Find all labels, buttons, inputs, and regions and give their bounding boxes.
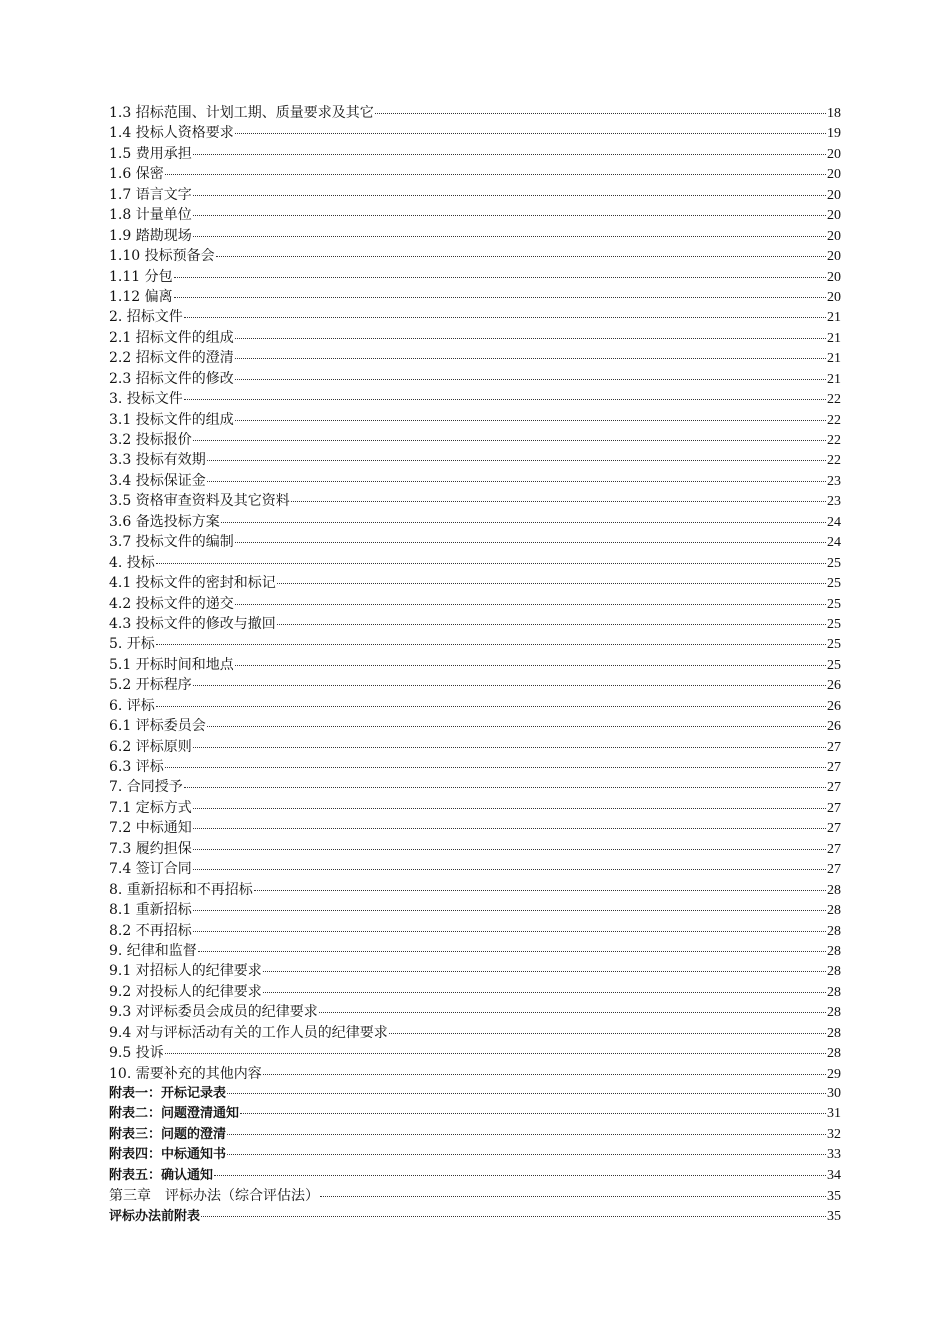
toc-entry-title: 3.4 投标保证金 (109, 472, 206, 489)
toc-entry-page: 30 (827, 1086, 841, 1101)
toc-entry[interactable] (109, 1104, 841, 1124)
toc-entry-title: 附表五：确认通知 (109, 1167, 214, 1183)
toc-entry-title: 9.2 对投标人的纪律要求 (109, 983, 262, 1000)
toc-entry[interactable] (109, 1064, 841, 1084)
toc-entry[interactable] (109, 798, 841, 818)
toc-entry-title: 6. 评标 (109, 697, 155, 714)
toc-dot-leader (235, 379, 826, 380)
toc-entry[interactable] (109, 205, 841, 225)
toc-dot-leader (165, 767, 826, 768)
toc-dot-leader (235, 542, 826, 543)
toc-entry[interactable] (109, 1207, 841, 1227)
toc-dot-leader (174, 297, 826, 298)
toc-entry[interactable] (109, 532, 841, 552)
toc-entry[interactable] (109, 226, 841, 246)
toc-entry-page: 18 (827, 106, 841, 121)
toc-dot-leader (319, 1012, 826, 1013)
toc-entry-page: 23 (827, 473, 841, 489)
toc-entry-title: 1.4 投标人资格要求 (109, 125, 234, 142)
toc-entry[interactable] (109, 614, 841, 634)
toc-entry-title: 8.1 重新招标 (109, 902, 192, 919)
toc-dot-leader (263, 1074, 826, 1075)
toc-entry-title: 9.3 对评标委员会成员的纪律要求 (109, 1004, 318, 1021)
toc-entry-page: 35 (827, 1208, 841, 1224)
toc-dot-leader (156, 644, 826, 645)
toc-entry[interactable] (109, 655, 841, 675)
toc-dot-leader (165, 174, 826, 175)
toc-entry-page: 20 (827, 146, 841, 162)
toc-entry-title: 3.6 备选投标方案 (109, 513, 220, 530)
toc-entry-page: 27 (827, 739, 841, 755)
toc-entry-page: 27 (827, 760, 841, 775)
toc-entry-title: 1.9 踏勘现场 (109, 227, 192, 244)
toc-entry[interactable] (109, 144, 841, 164)
toc-entry-page: 28 (827, 1005, 841, 1021)
toc-entry[interactable] (109, 1084, 841, 1104)
toc-entry[interactable] (109, 859, 841, 879)
toc-entry-title: 3.3 投标有效期 (109, 452, 206, 469)
toc-entry[interactable] (109, 164, 841, 184)
toc-dot-leader (227, 1093, 826, 1094)
toc-dot-leader (193, 685, 826, 686)
toc-dot-leader (156, 563, 826, 564)
toc-entry-title: 9.5 投诉 (109, 1045, 164, 1062)
toc-entry-title: 3.2 投标报价 (109, 432, 192, 448)
toc-entry-page: 20 (827, 289, 841, 305)
toc-entry[interactable] (109, 185, 841, 205)
toc-entry[interactable] (109, 410, 841, 430)
toc-entry[interactable] (109, 389, 841, 409)
toc-entry-title: 1.11 分包 (109, 268, 173, 285)
toc-entry-page: 22 (827, 412, 841, 428)
toc-entry[interactable] (109, 1125, 841, 1145)
toc-dot-leader (193, 215, 826, 216)
toc-entry-title: 7.3 履约担保 (109, 840, 192, 857)
toc-entry[interactable] (109, 123, 841, 143)
toc-dot-leader (263, 992, 826, 993)
toc-entry-page: 25 (827, 657, 841, 673)
toc-dot-leader (235, 358, 826, 359)
toc-entry-title: 1.3 招标范围、计划工期、质量要求及其它 (109, 105, 374, 121)
toc-entry-title: 2.3 招标文件的修改 (109, 370, 234, 387)
toc-entry[interactable] (109, 594, 841, 614)
toc-entry-page: 20 (827, 269, 841, 285)
toc-entry[interactable] (109, 982, 841, 1002)
toc-entry-page: 26 (827, 698, 841, 714)
toc-dot-leader (207, 726, 826, 727)
toc-entry[interactable] (109, 818, 841, 838)
toc-entry-title: 1.7 语言文字 (109, 186, 192, 203)
toc-entry-title: 5. 开标 (109, 636, 155, 653)
toc-entry[interactable] (109, 491, 841, 511)
toc-dot-leader (235, 665, 826, 666)
toc-dot-leader (193, 236, 826, 237)
toc-entry[interactable] (109, 246, 841, 266)
toc-entry-title: 1.5 费用承担 (109, 145, 192, 162)
toc-dot-leader (277, 583, 826, 584)
toc-entry-page: 19 (827, 126, 841, 142)
toc-entry-page: 21 (827, 310, 841, 326)
toc-entry-page: 20 (827, 208, 841, 224)
toc-entry[interactable] (109, 675, 841, 695)
toc-entry[interactable] (109, 757, 841, 777)
toc-entry-title: 7.4 签订合同 (109, 861, 192, 878)
toc-dot-leader (156, 706, 826, 707)
toc-entry[interactable] (109, 634, 841, 654)
toc-entry-title: 附表三：问题的澄清 (109, 1126, 227, 1142)
toc-entry-page: 21 (827, 330, 841, 346)
toc-entry-page: 28 (827, 1025, 841, 1041)
toc-entry-page: 27 (827, 800, 841, 816)
table-of-contents (109, 103, 841, 1227)
toc-dot-leader (165, 1053, 826, 1054)
toc-entry-page: 20 (827, 249, 841, 265)
toc-entry[interactable] (109, 369, 841, 389)
toc-entry-page: 28 (827, 943, 841, 959)
toc-dot-leader (235, 338, 826, 339)
toc-entry[interactable] (109, 512, 841, 532)
toc-entry-page: 28 (827, 964, 841, 980)
toc-entry-title: 4.3 投标文件的修改与撤回 (109, 615, 276, 632)
toc-entry-title: 附表二：问题澄清通知 (109, 1106, 240, 1122)
toc-entry-title: 3. 投标文件 (109, 391, 183, 408)
toc-entry-page: 25 (827, 555, 841, 571)
toc-dot-leader (184, 787, 826, 788)
toc-entry-page: 34 (827, 1167, 841, 1183)
toc-entry-title: 3.1 投标文件的组成 (109, 411, 234, 428)
toc-entry[interactable] (109, 777, 841, 797)
toc-entry-title: 3.7 投标文件的编制 (109, 534, 234, 551)
toc-entry-page: 22 (827, 433, 841, 448)
toc-dot-leader (254, 890, 826, 891)
toc-entry-title: 2. 招标文件 (109, 309, 183, 326)
toc-entry-page: 31 (827, 1106, 841, 1122)
toc-entry-page: 22 (827, 392, 841, 408)
toc-entry-title: 4.2 投标文件的递交 (109, 595, 234, 612)
toc-entry-title: 2.2 招标文件的澄清 (109, 350, 234, 367)
toc-dot-leader (227, 1154, 826, 1155)
toc-dot-leader (216, 256, 826, 257)
toc-entry[interactable] (109, 430, 841, 450)
toc-dot-leader (320, 1196, 826, 1197)
toc-dot-leader (235, 604, 826, 605)
toc-dot-leader (193, 195, 826, 196)
toc-entry-title: 7. 合同授予 (109, 779, 183, 796)
toc-entry[interactable] (109, 1166, 841, 1186)
toc-dot-leader (193, 440, 826, 441)
toc-entry-title: 10. 需要补充的其他内容 (109, 1065, 262, 1082)
toc-entry[interactable] (109, 737, 841, 757)
toc-dot-leader (193, 910, 826, 911)
toc-dot-leader (214, 1175, 826, 1176)
toc-entry-title: 附表一：开标记录表 (109, 1086, 227, 1101)
toc-dot-leader (193, 154, 826, 155)
toc-entry-page: 27 (827, 780, 841, 796)
toc-entry-title: 8. 重新招标和不再招标 (109, 881, 253, 898)
toc-dot-leader (193, 747, 826, 748)
toc-dot-leader (263, 971, 826, 972)
toc-dot-leader (221, 522, 826, 523)
toc-entry-title: 1.6 保密 (109, 166, 164, 183)
toc-entry-title: 8.2 不再招标 (109, 922, 192, 939)
toc-entry-page: 33 (827, 1147, 841, 1163)
toc-entry-title: 1.10 投标预备会 (109, 248, 215, 265)
toc-entry[interactable] (109, 696, 841, 716)
toc-dot-leader (193, 808, 826, 809)
toc-entry-title: 4.1 投标文件的密封和标记 (109, 575, 276, 592)
toc-dot-leader (207, 481, 826, 482)
toc-dot-leader (375, 113, 826, 114)
toc-entry[interactable] (109, 348, 841, 368)
toc-entry[interactable] (109, 839, 841, 859)
toc-dot-leader (198, 951, 826, 952)
toc-dot-leader (174, 277, 826, 278)
toc-dot-leader (184, 399, 826, 400)
toc-entry[interactable] (109, 1043, 841, 1063)
toc-entry[interactable] (109, 328, 841, 348)
toc-dot-leader (193, 828, 826, 829)
toc-entry[interactable] (109, 573, 841, 593)
toc-dot-leader (193, 849, 826, 850)
toc-entry-page: 27 (827, 862, 841, 878)
toc-entry-page: 28 (827, 1046, 841, 1062)
toc-entry-title: 3.5 资格审查资料及其它资料 (109, 493, 290, 510)
toc-entry-page: 21 (827, 351, 841, 367)
toc-entry-page: 28 (827, 903, 841, 919)
toc-entry-page: 21 (827, 371, 841, 387)
toc-entry-title: 6.2 评标原则 (109, 738, 192, 755)
toc-dot-leader (240, 1113, 826, 1114)
toc-entry-page: 25 (827, 596, 841, 612)
toc-entry-page: 29 (827, 1066, 841, 1082)
toc-dot-leader (193, 869, 826, 870)
toc-dot-leader (235, 133, 826, 134)
toc-entry-page: 25 (827, 576, 841, 592)
toc-entry-title: 9.4 对与评标活动有关的工作人员的纪律要求 (109, 1024, 388, 1041)
toc-entry[interactable] (109, 716, 841, 736)
toc-entry-title: 2.1 招标文件的组成 (109, 329, 234, 346)
toc-entry[interactable] (109, 1186, 841, 1206)
toc-dot-leader (207, 460, 826, 461)
toc-entry-page: 24 (827, 535, 841, 551)
toc-entry-page: 22 (827, 453, 841, 469)
toc-entry-page: 32 (827, 1126, 841, 1142)
toc-entry-page: 25 (827, 637, 841, 653)
toc-entry-title: 第三章 评标办法（综合评估法） (109, 1188, 319, 1205)
toc-dot-leader (184, 317, 826, 318)
toc-entry-page: 20 (827, 187, 841, 203)
toc-entry-page: 25 (827, 616, 841, 632)
toc-dot-leader (235, 420, 826, 421)
toc-entry-title: 7.2 中标通知 (109, 820, 192, 837)
toc-entry[interactable] (109, 900, 841, 920)
toc-entry-title: 1.12 偏离 (109, 288, 173, 305)
toc-entry[interactable] (109, 553, 841, 573)
toc-entry[interactable] (109, 1145, 841, 1165)
toc-entry[interactable] (109, 267, 841, 287)
toc-entry-title: 1.8 计量单位 (109, 207, 192, 224)
toc-entry[interactable] (109, 471, 841, 491)
toc-dot-leader (227, 1134, 826, 1135)
toc-dot-leader (201, 1216, 826, 1217)
toc-dot-leader (291, 501, 826, 502)
toc-entry-page: 28 (827, 984, 841, 1000)
toc-entry[interactable] (109, 880, 841, 900)
toc-entry[interactable] (109, 1023, 841, 1043)
toc-entry-title: 评标办法前附表 (109, 1208, 201, 1224)
toc-entry-page: 24 (827, 514, 841, 530)
toc-entry-title: 5.1 开标时间和地点 (109, 656, 234, 673)
toc-dot-leader (389, 1033, 826, 1034)
toc-entry-page: 27 (827, 821, 841, 837)
toc-entry[interactable] (109, 103, 841, 123)
toc-entry-title: 6.1 评标委员会 (109, 718, 206, 735)
toc-entry[interactable] (109, 450, 841, 470)
toc-entry[interactable] (109, 941, 841, 961)
toc-entry[interactable] (109, 961, 841, 981)
toc-entry-page: 20 (827, 167, 841, 183)
toc-entry-page: 28 (827, 882, 841, 898)
toc-entry[interactable] (109, 307, 841, 327)
toc-entry-title: 6.3 评标 (109, 759, 164, 775)
toc-entry-title: 4. 投标 (109, 554, 155, 571)
toc-dot-leader (193, 931, 826, 932)
toc-entry-page: 28 (827, 923, 841, 939)
toc-entry[interactable] (109, 1002, 841, 1022)
toc-entry[interactable] (109, 921, 841, 941)
toc-entry-page: 26 (827, 678, 841, 694)
toc-entry-title: 9.1 对招标人的纪律要求 (109, 963, 262, 980)
toc-entry-page: 35 (827, 1189, 841, 1205)
toc-entry[interactable] (109, 287, 841, 307)
toc-entry-page: 27 (827, 841, 841, 857)
toc-dot-leader (277, 624, 826, 625)
toc-entry-title: 5.2 开标程序 (109, 677, 192, 694)
toc-entry-page: 23 (827, 494, 841, 510)
toc-entry-page: 20 (827, 228, 841, 244)
toc-entry-title: 9. 纪律和监督 (109, 942, 197, 959)
toc-entry-title: 附表四：中标通知书 (109, 1147, 227, 1163)
toc-entry-page: 26 (827, 719, 841, 735)
toc-entry-title: 7.1 定标方式 (109, 799, 192, 816)
